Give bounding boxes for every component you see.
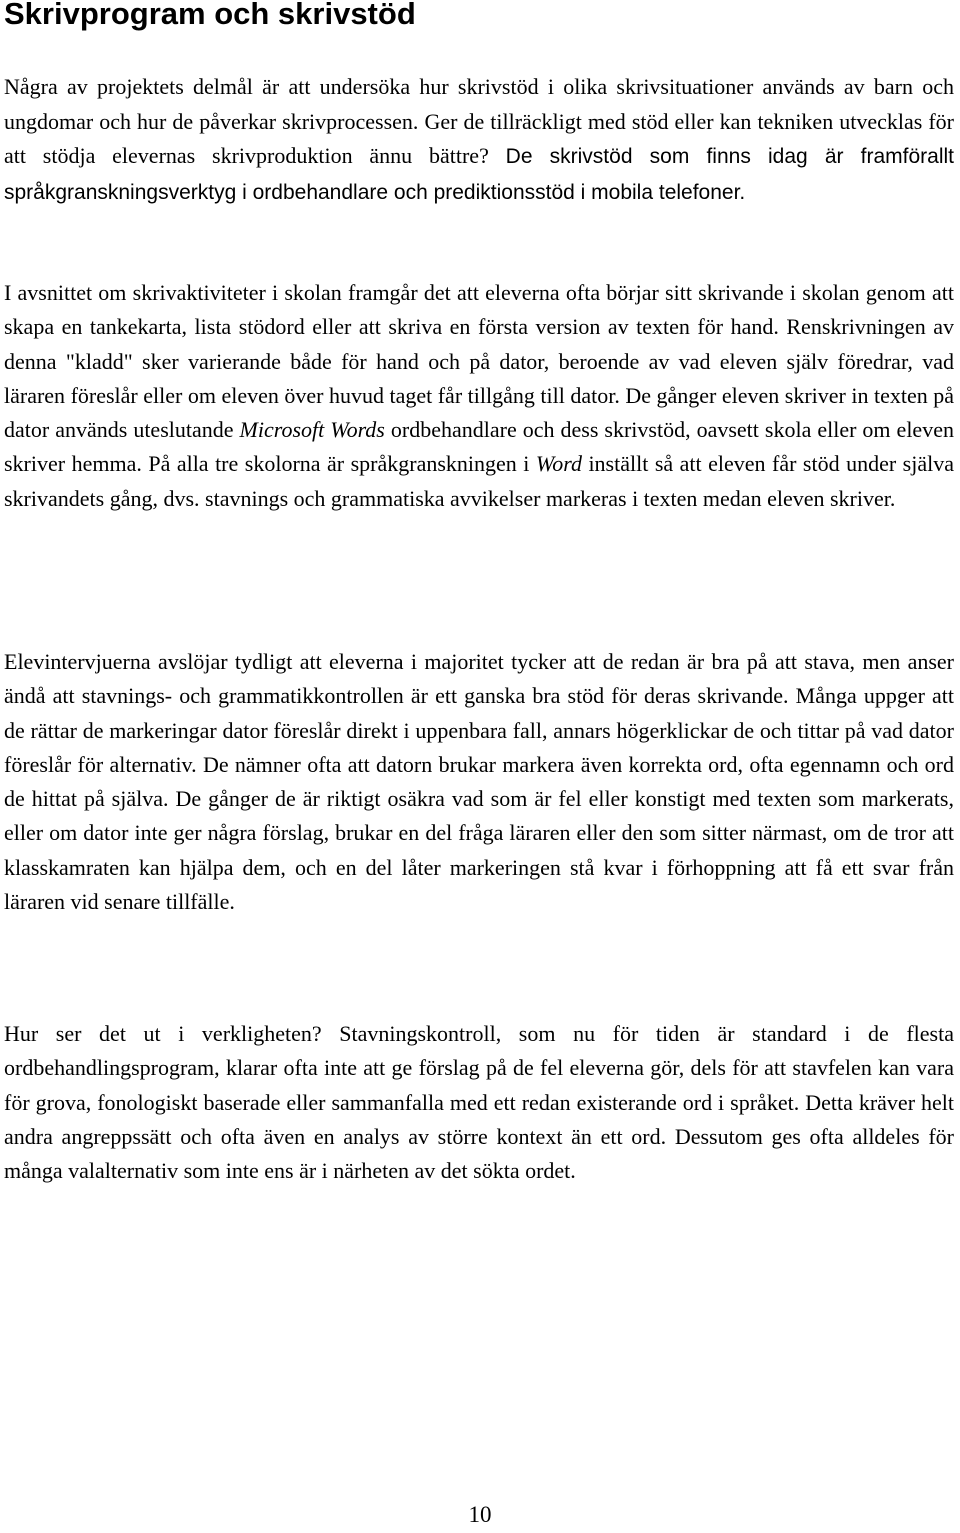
page-number: 10 — [468, 1502, 492, 1527]
paragraph-2-italic-word: Word — [535, 451, 582, 477]
paragraph-2 — [4, 276, 954, 516]
paragraph-1-text: Några av projektets delmål är att undersöka hur skrivstöd i olika skrivsituationer används av barn och ungdomar och hur de påverkar skrivprocessen. Ger de tillräckligt med stöd eller kan tekniken utvecklas för att stödja elevernas skrivproduktion ännu bättre? — [4, 74, 954, 168]
section-heading: Skrivprogram och skrivstöd — [4, 0, 416, 31]
paragraph-1 — [4, 70, 954, 210]
paragraph-3: Elevintervjuerna avslöjar tydligt att eleverna i majoritet tycker att de redan är bra på att stava, men anser ändå att stavnings- och grammatikkontrollen är ett ganska bra stöd för deras skrivande. Många uppger att de rättar de markeringar dator föreslår direkt i uppenbara fall, annars högerklickar de och tittar på vad dator föreslår för alternativ. De nämner ofta att datorn brukar markera även korrekta ord, ofta egennamn och ord de hittat på själva. De gånger de är riktigt osäkra vad som är fel eller konstigt med texten som markerats, eller om dator inte ger några förslag, brukar en del fråga läraren eller den som sitter närmast, om de tror att klasskamraten kan hjälpa dem, och en del låter markeringen stå kvar i förhoppning att få ett svar från läraren vid senare tillfälle. — [4, 649, 954, 915]
paragraph-2-text-a: I avsnittet om skrivaktiviteter i skolan framgår det att eleverna ofta börjar sitt skrivande i skolan genom att skapa en tankekarta, lista stödord eller att skriva en första version av texten för hand. Renskrivningen av denna "kladd" sker varierande både för hand och på dator, beroende av vad eleven själv föredrar, vad läraren föreslår eller om eleven över huvud taget får tillgång till dator. De gånger eleven skriver in texten på dator används uteslutande — [4, 280, 954, 443]
paragraph-1-sans-text: De skrivstöd som finns idag är framförallt språkgranskningsverktyg i ordbehandlare och prediktionsstöd i mobila telefoner. — [4, 145, 955, 204]
paragraph-2-text-c: inställt så att eleven får stöd under själva skrivandets gång, dvs. stavnings och grammatiska avvikelser markeras i texten medan eleven skriver. — [4, 451, 955, 511]
paragraph-2-italic-product: Microsoft Words — [239, 417, 385, 443]
paragraph-2-text-b: ordbehandlare och dess skrivstöd, oavsett skola eller om eleven skriver hemma. På alla tre skolorna är språkgranskningen i — [4, 417, 954, 477]
paragraph-4: Hur ser det ut i verkligheten? Stavningskontroll, som nu för tiden är standard i de flesta ordbehandlingsprogram, klarar ofta inte att ge förslag på de fel eleverna gör, dels för att stavfelen kan vara för grova, fonologiskt baserade eller sammanfalla med ett redan existerande ord i språket. Detta kräver helt andra angreppssätt och ofta även en analys av större kontext än ett ord. Dessutom ges ofta alldeles för många valalternativ som inte ens är i närheten av det sökta ordet. — [4, 1021, 954, 1184]
